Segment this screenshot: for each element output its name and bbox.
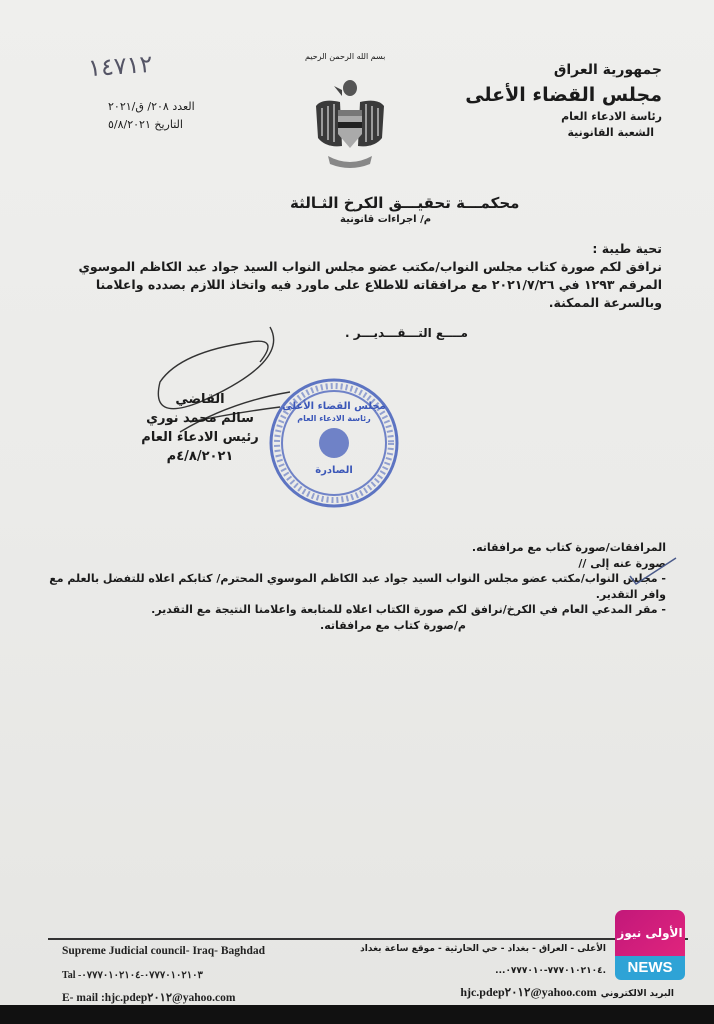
- stamp-line2: رئاسة الادعاء العام: [297, 414, 371, 423]
- signer-name: سالم محمد نوري: [146, 411, 254, 426]
- background-edge: [0, 1005, 714, 1024]
- letter-body: [50, 240, 662, 312]
- attachment-line: صورة عنه إلى //: [578, 556, 666, 570]
- official-stamp: [268, 377, 400, 509]
- attachments-section: [46, 540, 666, 633]
- watermark-news: NEWS: [615, 956, 685, 980]
- country-name: جمهورية العراق: [553, 62, 662, 78]
- document-date: التاريخ ٥/٨/٢٠٢١: [108, 118, 183, 131]
- closing-regards: مــــع التـــقـــديـــر .: [345, 326, 468, 340]
- division-name: الشعبة القانونية: [567, 126, 654, 139]
- signature-date: ٤/٨/٢٠٢١م: [166, 449, 234, 464]
- footer-email-en: [62, 990, 235, 1004]
- reference-number: العدد ٢٠٨/ ق/٢٠٢١: [108, 100, 195, 113]
- checkmark-icon: [628, 556, 678, 586]
- signer-title: القاضي: [175, 392, 225, 407]
- subject-line: م/ اجراءات قانونية: [340, 214, 432, 225]
- body-text: نرافق لكم صورة كتاب مجلس النواب/مكتب عضو مجلس النواب السيد جواد عبد الكاظم الموسوي المرقم ١٢٩٣ في ٢٠٢١/٧/٢٦ مع مرافقاته للاطلاع على ماورد فيه واتخاذ اللازم بصدده واعلامنا وبالسرعة الممكنة.: [78, 259, 662, 310]
- stamp-circle-icon: [268, 377, 400, 509]
- stamp-line1: مجلس القضاء الأعلى: [282, 401, 386, 412]
- footer-org-en: Supreme Judicial council- Iraq- Baghdad: [62, 945, 265, 957]
- footer-tel-en: Tal -٠٧٧٧٠١٠٢١٠٣-٠٧٧٧٠١٠٢١٠٤: [62, 970, 203, 981]
- presidency-name: رئاسة الادعاء العام: [561, 110, 662, 123]
- attachment-line: - مجلس النواب/مكتب عضو مجلس النواب السيد جواد عبد الكاظم الموسوي المحترم/ كتابكم اعلاه للتفضل بالعلم مع وافر التقدير.: [49, 572, 666, 601]
- watermark-brand: الأولى نيوز: [615, 910, 685, 956]
- basmala: بسم الله الرحمن الرحيم: [305, 52, 386, 61]
- addressee-court: محكمـــة تحقيـــق الكرخ الثـالثة: [290, 194, 520, 212]
- handwritten-number: ١٤٧١٢: [87, 49, 154, 83]
- email-label-ar: البريد الالكتروني: [600, 989, 674, 999]
- signer-position: رئيس الادعاء العام: [141, 430, 259, 445]
- attachment-line: م/صورة كتاب مع مرافقاته.: [320, 618, 466, 632]
- signature-block: [130, 390, 270, 466]
- footer-address-ar: الأعلى - العراق - بغداد - حي الحارثية - موقع ساعة بغداد: [360, 944, 606, 954]
- iraq-emblem-icon: [312, 76, 388, 172]
- footer-tel-ar: .٧٧٧٠١٠٢١٠٤-٠٧٧٧٠١٠...: [495, 966, 606, 976]
- greeting: تحية طيبة :: [592, 241, 662, 256]
- attachment-line: المرافقات/صورة كتاب مع مرافقاته.: [471, 541, 666, 554]
- news-watermark-logo: [615, 910, 685, 980]
- attachment-line: - مقر المدعي العام في الكرخ/نرافق لكم صورة الكتاب اعلاه للمتابعة واعلامنا النتيجة مع التقدير.: [151, 603, 666, 616]
- council-name: مجلس القضاء الأعلى: [465, 84, 662, 106]
- footer-email-ar: [460, 985, 674, 1000]
- stamp-line3: الصادرة: [315, 465, 353, 476]
- footer-divider: [48, 938, 688, 940]
- email-en: E- mail :hjc.pdep٢٠١٢@yahoo.com: [62, 992, 236, 1004]
- email-ar: hjc.pdep٢٠١٢@yahoo.com: [460, 985, 597, 999]
